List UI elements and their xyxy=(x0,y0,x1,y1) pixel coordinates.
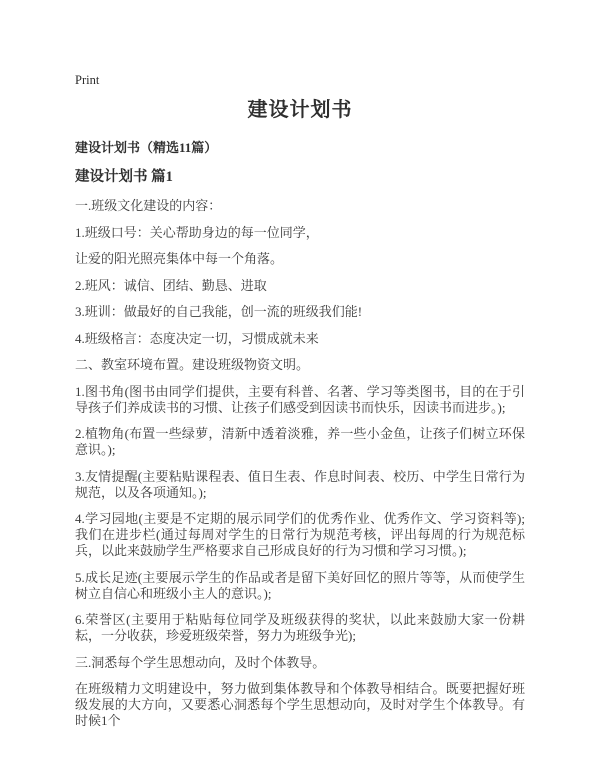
document-subtitle: 建设计划书（精选11篇） xyxy=(75,140,218,155)
paragraph: 3.班训：做最好的自己我能，创一流的班级我们能! xyxy=(75,304,363,319)
paragraph: 2.班风：诚信、团结、勤恳、进取 xyxy=(75,277,267,293)
paragraph: 4.学习园地(主要是不定期的展示同学们的优秀作业、优秀作文、学习资料等);我们在进步栏(通过每周对学生的日常行为规范考核，评出每周的行为规范标兵，以此来鼓励学生严格要求自己形成良好的行为习惯和学习习惯。); xyxy=(75,511,525,558)
paragraph: 在班级精力文明建设中，努力做到集体教导和个体教导相结合。既要把握好班级发展的大方向，又要悉心洞悉每个学生思想动向，及时对学生个体教导。有时候1个 xyxy=(75,681,525,728)
paragraph: 三.洞悉每个学生思想动向，及时个体教导。 xyxy=(75,654,326,670)
paragraph: 1.图书角(图书由同学们提供，主要有科普、名著、学习等类图书，目的在于引导孩子们养成读书的习惯、让孩子们感受到因读书而快乐，因读书而进步。); xyxy=(75,383,525,415)
print-link[interactable]: Print xyxy=(75,73,100,87)
paragraph: 1.班级口号：关心帮助身边的每一位同学， xyxy=(75,224,319,240)
section-heading: 建设计划书 篇1 xyxy=(75,169,173,185)
paragraph: 2.植物角(布置一些绿萝，清新中透着淡雅，养一些小金鱼，让孩子们树立环保意识。); xyxy=(75,426,525,457)
document-title: 建设计划书 xyxy=(247,99,353,121)
paragraph: 6.荣誉区(主要用于粘贴每位同学及班级获得的奖状，以此来鼓励大家一份耕耘，一分收获，珍爱班级荣誉，努力为班级争光); xyxy=(75,612,525,643)
paragraph: 二、教室环境布置。建设班级物资文明。 xyxy=(75,357,310,372)
paragraph: 一.班级文化建设的内容： xyxy=(75,198,222,213)
paragraph: 5.成长足迹(主要展示学生的作品或者是留下美好回忆的照片等等，从而使学生树立自信心和班级小主人的意识。); xyxy=(75,569,525,601)
document-body xyxy=(75,198,525,729)
paragraph: 4.班级格言：态度决定一切，习惯成就未来 xyxy=(75,330,319,346)
paragraph: 让爱的阳光照亮集体中每一个角落。 xyxy=(75,251,284,266)
paragraph: 3.友情提醒(主要粘贴课程表、值日生表、作息时间表、校历、中学生日常行为规范，以及各项通知。); xyxy=(75,468,525,500)
